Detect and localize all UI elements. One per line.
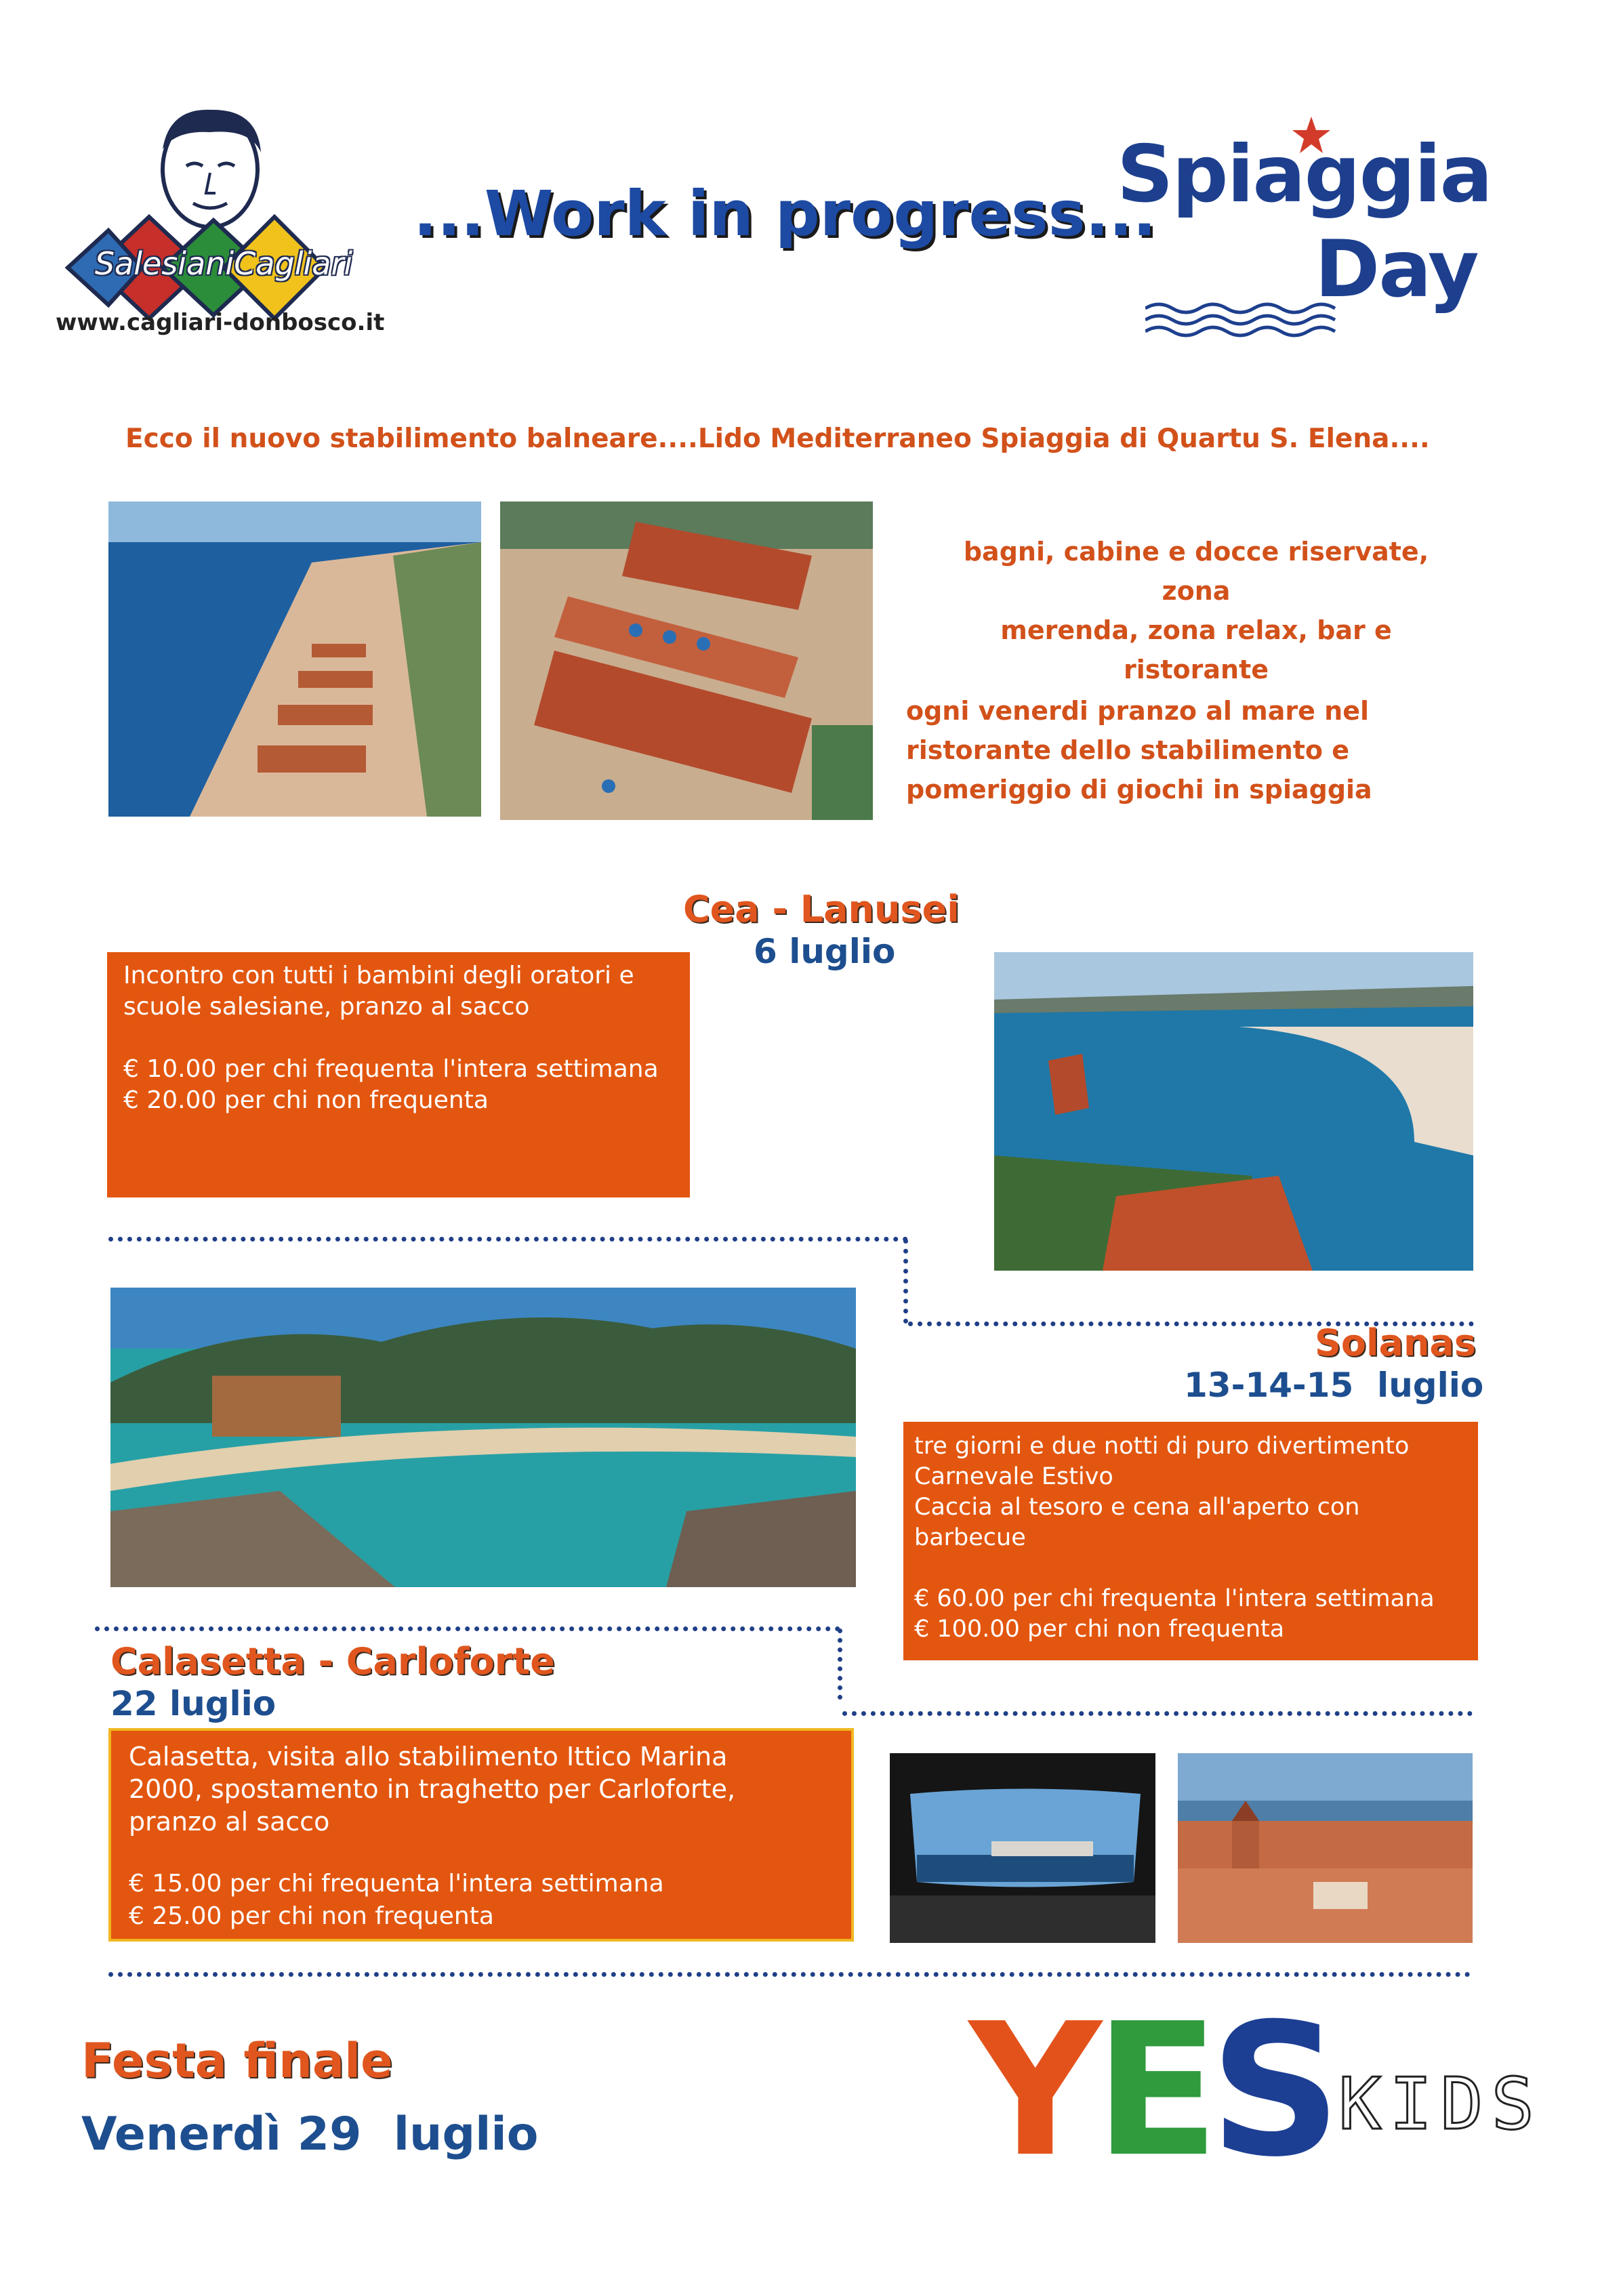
lido-closeup-photo bbox=[500, 501, 873, 820]
salesiani-logo-graphic bbox=[54, 95, 366, 346]
spiaggia-title: Spiaggia bbox=[1117, 129, 1492, 220]
intro-text: Ecco il nuovo stabilimento balneare....Lido Mediterraneo Spiaggia di Quartu S. Elena.... bbox=[125, 424, 1430, 454]
kids-letters: KIDS bbox=[1338, 2063, 1542, 2146]
calasetta-date: 22 luglio bbox=[110, 1684, 276, 1723]
solanas-desc-1: tre giorni e due notti di puro divertimento bbox=[914, 1433, 1410, 1460]
friday-line-1: ogni venerdi pranzo al mare nel bbox=[906, 696, 1369, 726]
solanas-price-2: € 100.00 per chi non frequenta bbox=[914, 1616, 1285, 1643]
separator-2b bbox=[842, 1711, 1473, 1716]
salesiani-logo[interactable] bbox=[54, 95, 366, 346]
calasetta-price-1: € 15.00 per chi frequenta l'intera settimana bbox=[129, 1870, 664, 1898]
yes-s-letter: S bbox=[1210, 1984, 1342, 2197]
separator-2 bbox=[95, 1626, 840, 1631]
cea-price-1: € 10.00 per chi frequenta l'intera settimana bbox=[123, 1055, 659, 1083]
cea-date: 6 luglio bbox=[754, 932, 896, 971]
website-link[interactable]: www.cagliari-donbosco.it bbox=[56, 309, 385, 336]
solanas-beach-photo bbox=[110, 1288, 856, 1587]
cea-desc-2: scuole salesiane, pranzo al sacco bbox=[123, 993, 530, 1021]
solanas-title: Solanas bbox=[1315, 1321, 1476, 1364]
friday-line-2: ristorante dello stabilimento e bbox=[906, 735, 1350, 765]
calasetta-price-2: € 25.00 per chi non frequenta bbox=[129, 1902, 494, 1930]
tagline: ...Work in progress... bbox=[413, 178, 1157, 250]
services-text bbox=[925, 532, 1467, 689]
solanas-info-box bbox=[903, 1422, 1478, 1660]
solanas-desc-3: Caccia al tesoro e cena all'aperto con bbox=[914, 1494, 1360, 1521]
cea-beach-photo bbox=[994, 952, 1473, 1271]
waves-icon bbox=[1145, 298, 1355, 339]
separator-1-vertical bbox=[903, 1239, 908, 1324]
calasetta-desc-2: 2000, spostamento in traghetto per Carloforte, bbox=[129, 1774, 736, 1804]
solanas-date: 13-14-15 luglio bbox=[1184, 1366, 1484, 1405]
day-title: Day bbox=[1315, 224, 1478, 315]
separator-3 bbox=[108, 1972, 1471, 1977]
solanas-price-1: € 60.00 per chi frequenta l'intera settimana bbox=[914, 1585, 1435, 1612]
ferry-window-photo bbox=[890, 1753, 1155, 1943]
friday-text bbox=[906, 691, 1372, 809]
cea-price-2: € 20.00 per chi non frequenta bbox=[123, 1086, 489, 1114]
solanas-desc-2: Carnevale Estivo bbox=[914, 1463, 1113, 1490]
spiaggia-day-logo bbox=[1111, 115, 1518, 346]
logo-brand-left: Salesiani bbox=[94, 245, 234, 282]
festa-finale-date: Venerdì 29 luglio bbox=[81, 2108, 539, 2161]
calasetta-desc-3: pranzo al sacco bbox=[129, 1807, 330, 1837]
cea-title: Cea - Lanusei bbox=[683, 888, 960, 930]
lido-aerial-photo bbox=[108, 501, 481, 817]
carloforte-town-photo bbox=[1178, 1753, 1473, 1943]
services-line-1: bagni, cabine e docce riservate, zona bbox=[963, 537, 1429, 606]
services-line-2: merenda, zona relax, bar e ristorante bbox=[1000, 615, 1392, 684]
solanas-desc-4: barbecue bbox=[914, 1524, 1026, 1551]
separator-1 bbox=[108, 1237, 908, 1242]
yes-y-letter: Y bbox=[969, 1984, 1102, 2197]
logo-brand-right: Cagliari bbox=[234, 245, 353, 282]
calasetta-title: Calasetta - Carloforte bbox=[110, 1640, 555, 1683]
friday-line-3: pomeriggio di giochi in spiaggia bbox=[906, 775, 1372, 804]
calasetta-desc-1: Calasetta, visita allo stabilimento Ittico Marina bbox=[129, 1742, 728, 1771]
yes-kids-logo bbox=[969, 1984, 1542, 2197]
yes-e-letter: E bbox=[1094, 1984, 1220, 2197]
separator-2-vertical bbox=[838, 1628, 842, 1700]
cea-desc-1: Incontro con tutti i bambini degli oratori e bbox=[123, 962, 634, 989]
cea-info-box bbox=[107, 952, 690, 1197]
calasetta-info-box bbox=[108, 1728, 854, 1942]
festa-finale-title: Festa finale bbox=[81, 2033, 393, 2089]
